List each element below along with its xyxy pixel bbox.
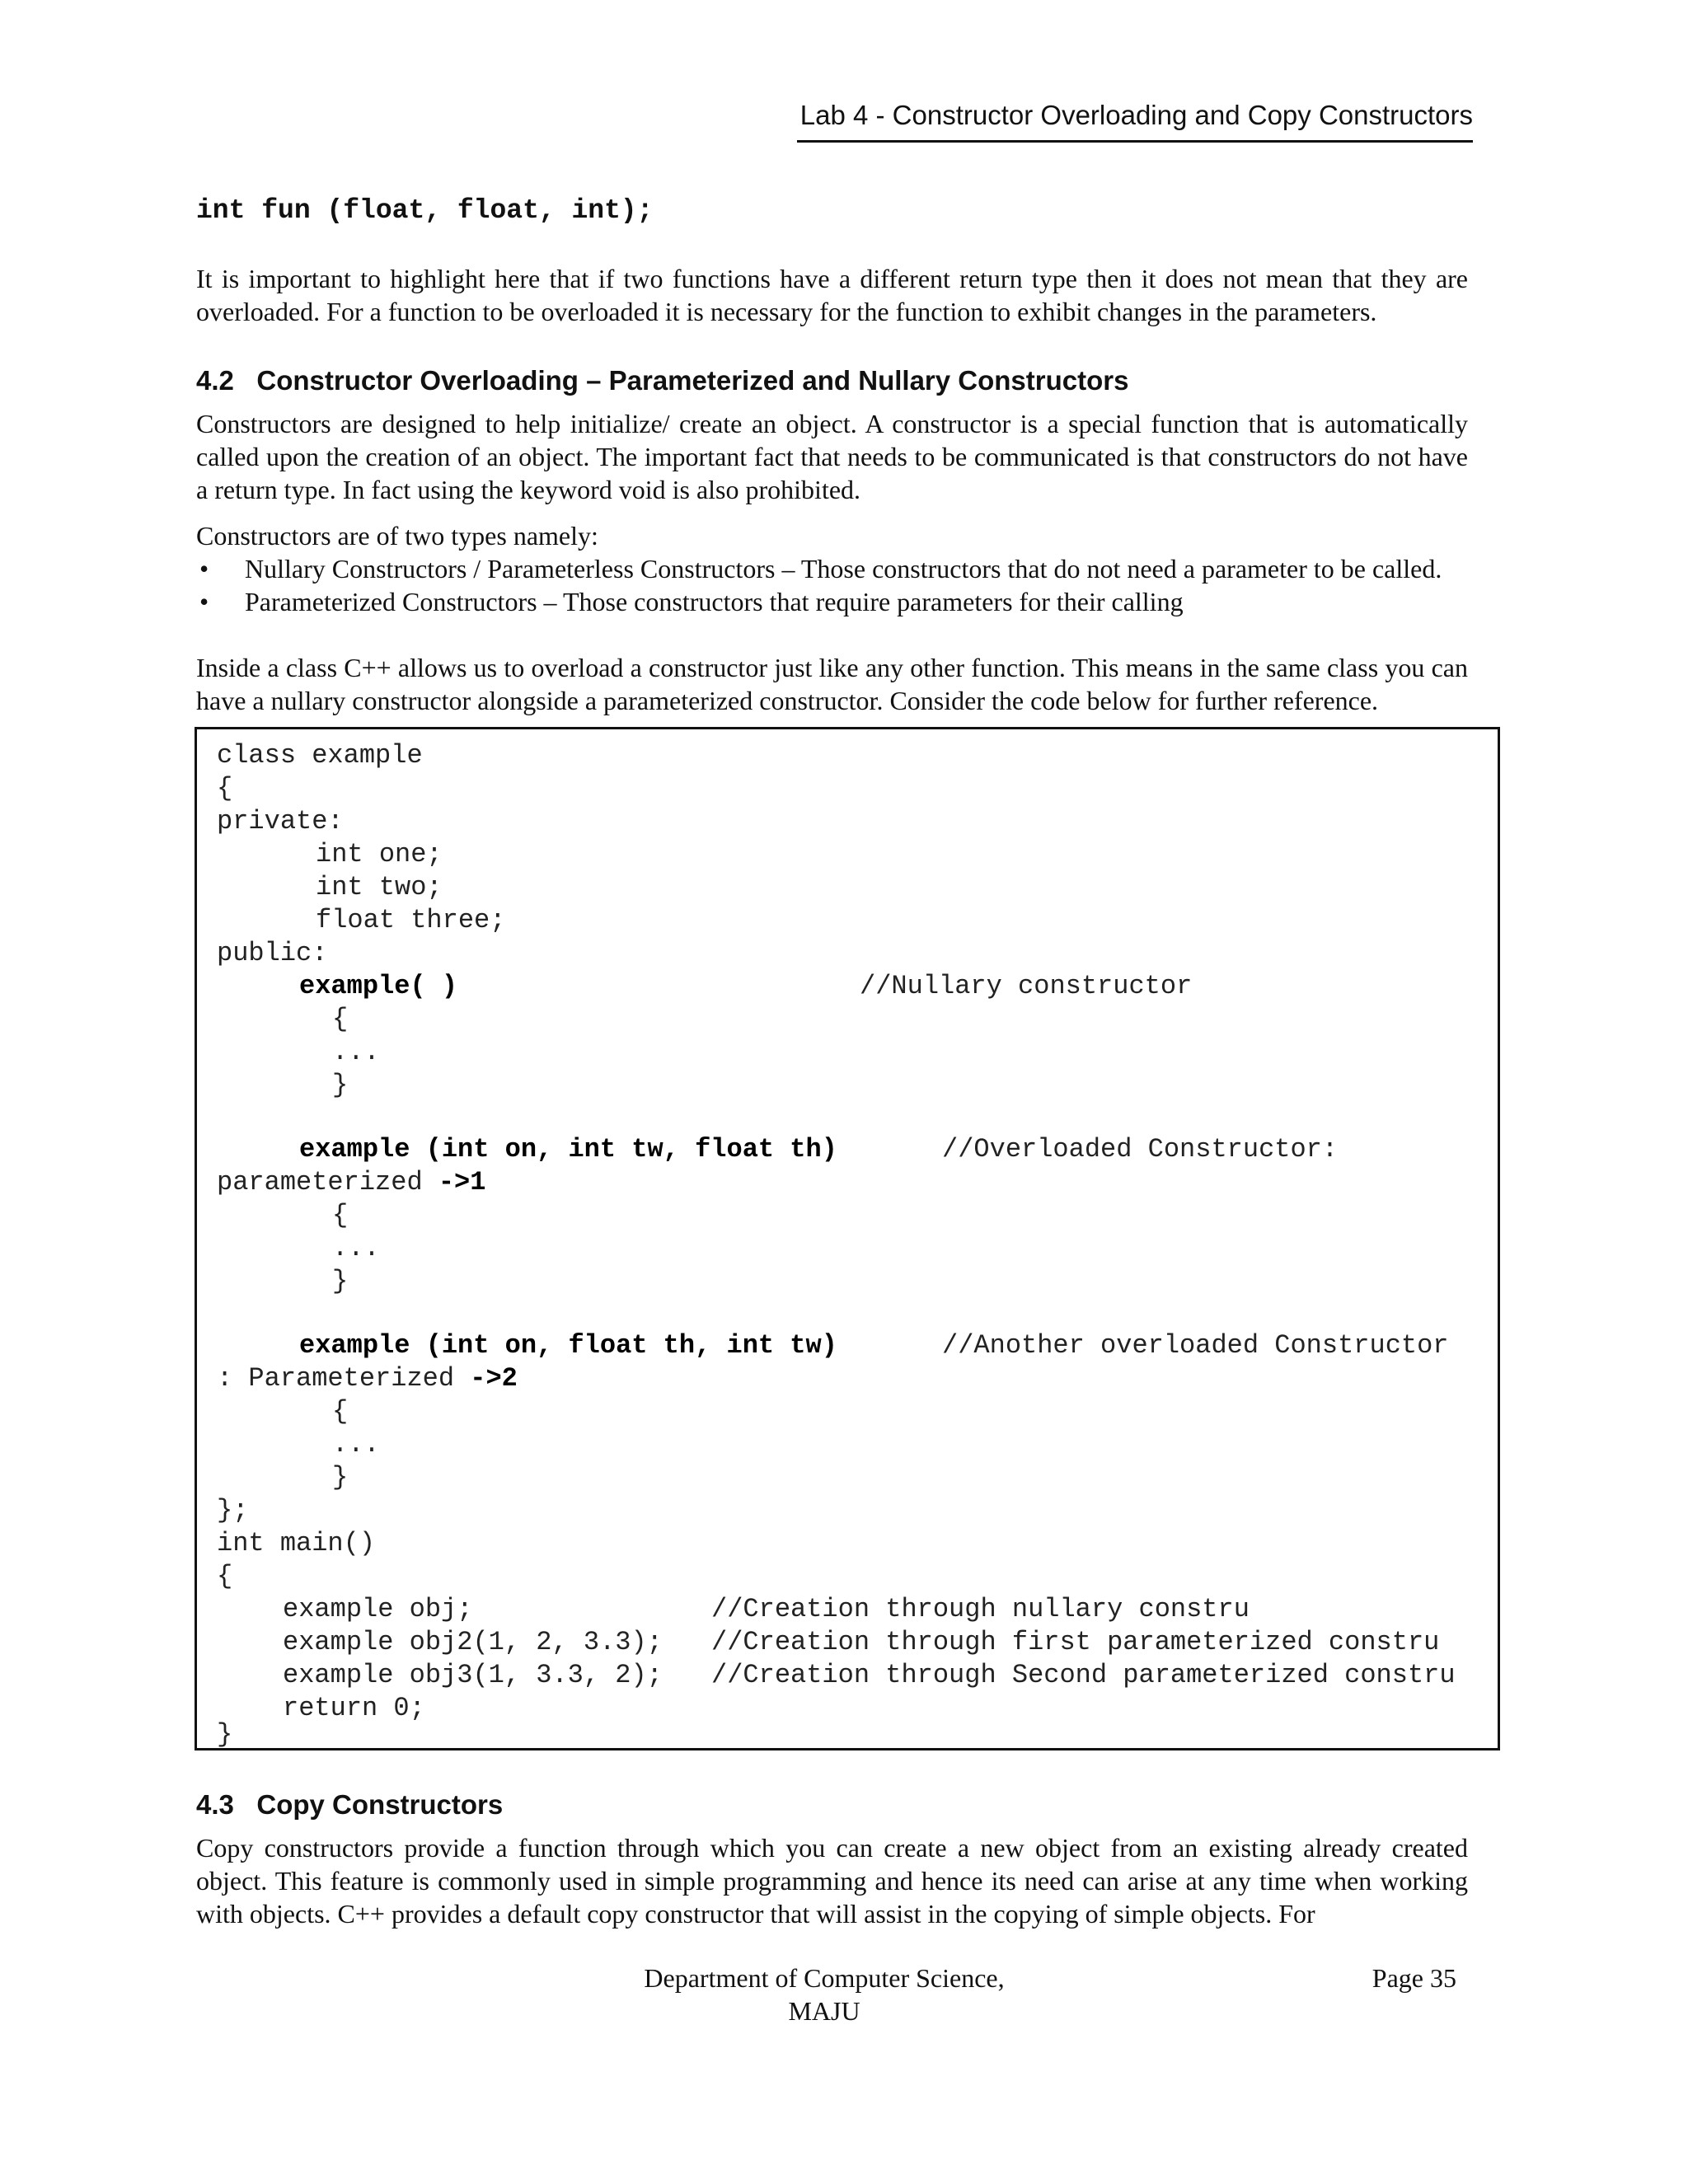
code-line: ... <box>332 1037 380 1067</box>
bullet-icon: • <box>199 587 209 616</box>
copy-constructors-paragraph: Copy constructors provide a function through which you can create a new object from an existing already created object. This feature is commonly used in simple programming and hence its need can arise at any time when working with objects. C++ provides a default copy constructor that will assist in the copying of simple objects. For <box>196 1833 1468 1929</box>
code-line: return 0; <box>283 1693 425 1723</box>
code-marker: ->2 <box>470 1363 518 1394</box>
code-line: ... <box>332 1233 380 1263</box>
code-comment-continuation: parameterized <box>217 1167 438 1197</box>
list-item <box>196 552 1468 585</box>
code-comment: //Overloaded Constructor: <box>942 1134 1339 1165</box>
overloading-explanation-paragraph: Inside a class C++ allows us to overload a constructor just like any other function. This means in the same class you can have a nullary constructor alongside a parameterized constructor. Consider the code below for further reference. <box>196 653 1468 715</box>
footer-department-line: MAJU <box>788 1996 860 2026</box>
code-line: ... <box>332 1429 380 1460</box>
footer-department-line: Department of Computer Science, <box>644 1963 1005 1993</box>
code-line <box>217 1362 518 1395</box>
code-line: float three; <box>316 905 506 935</box>
section-4-2-title: Constructor Overloading – Parameterized and Nullary Constructors <box>256 365 1129 396</box>
code-line: { <box>217 773 233 804</box>
constructors-intro-paragraph: Constructors are designed to help initialize/ create an object. A constructor is a special function that is automatically called upon the creation of an object. The important fact that needs to be communicated is that constructors do not have a return type. In fact using the keyword void is also prohibited. <box>196 409 1468 504</box>
code-listing-box <box>195 727 1500 1750</box>
code-line: example obj2(1, 2, 3.3); <box>283 1627 663 1657</box>
running-header <box>797 97 1473 143</box>
section-4-3-title: Copy Constructors <box>256 1789 504 1820</box>
code-line: class example <box>217 740 423 771</box>
code-line: public: <box>217 938 328 968</box>
code-line: } <box>332 1462 349 1493</box>
code-line <box>217 1166 485 1199</box>
header-title: Lab 4 - Constructor Overloading and Copy Constructors <box>799 100 1473 130</box>
section-4-2-number: 4.2 <box>196 365 234 396</box>
code-comment: //Creation through nullary constru <box>711 1594 1250 1624</box>
code-comment: //Creation through Second parameterized constru <box>711 1660 1456 1690</box>
code-line: { <box>217 1561 233 1591</box>
constructor-types-list <box>196 552 1468 618</box>
code-comment: //Nullary constructor <box>860 971 1193 1001</box>
code-line: example obj3(1, 3.3, 2); <box>283 1660 663 1690</box>
code-line: int one; <box>316 839 443 869</box>
code-line: }; <box>217 1495 249 1526</box>
code-line: example (int on, float th, int tw) <box>299 1330 837 1361</box>
section-4-2-heading <box>196 363 1128 399</box>
bullet-icon: • <box>199 554 209 583</box>
code-line: private: <box>217 806 344 837</box>
overload-return-type-paragraph: It is important to highlight here that if two functions have a different return type then it does not mean that they are overloaded. For a function to be overloaded it is necessary for the function to exhibit changes in the parameters. <box>196 264 1468 326</box>
code-comment-continuation: : Parameterized <box>217 1363 471 1394</box>
code-line: int two; <box>316 872 443 902</box>
code-line: example obj; <box>283 1594 473 1624</box>
code-line: example (int on, int tw, float th) <box>299 1134 837 1165</box>
section-4-3-number: 4.3 <box>196 1789 234 1820</box>
bullet-text: Parameterized Constructors – Those constructors that require parameters for their calling <box>245 587 1184 616</box>
code-comment: //Creation through first parameterized constru <box>711 1627 1440 1657</box>
code-line: { <box>332 1396 349 1427</box>
page-number: Page 35 <box>1372 1963 1456 1993</box>
code-marker: ->1 <box>438 1167 486 1197</box>
bullet-text: Nullary Constructors / Parameterless Constructors – Those constructors that do not need a parameter to be called. <box>245 554 1442 583</box>
code-comment: //Another overloaded Constructor <box>942 1330 1449 1361</box>
footer-department <box>577 1961 1071 2027</box>
code-line: } <box>332 1070 349 1100</box>
code-line: int main() <box>217 1528 376 1558</box>
code-line: } <box>332 1266 349 1296</box>
code-line: { <box>332 1200 349 1230</box>
constructor-types-intro: Constructors are of two types namely: <box>196 521 598 551</box>
code-line: { <box>332 1004 349 1034</box>
code-line: example( ) <box>299 971 458 1001</box>
section-4-3-heading <box>196 1787 503 1823</box>
function-declaration: int fun (float, float, int); <box>196 195 654 226</box>
code-line: } <box>217 1719 233 1750</box>
list-item <box>196 585 1468 618</box>
